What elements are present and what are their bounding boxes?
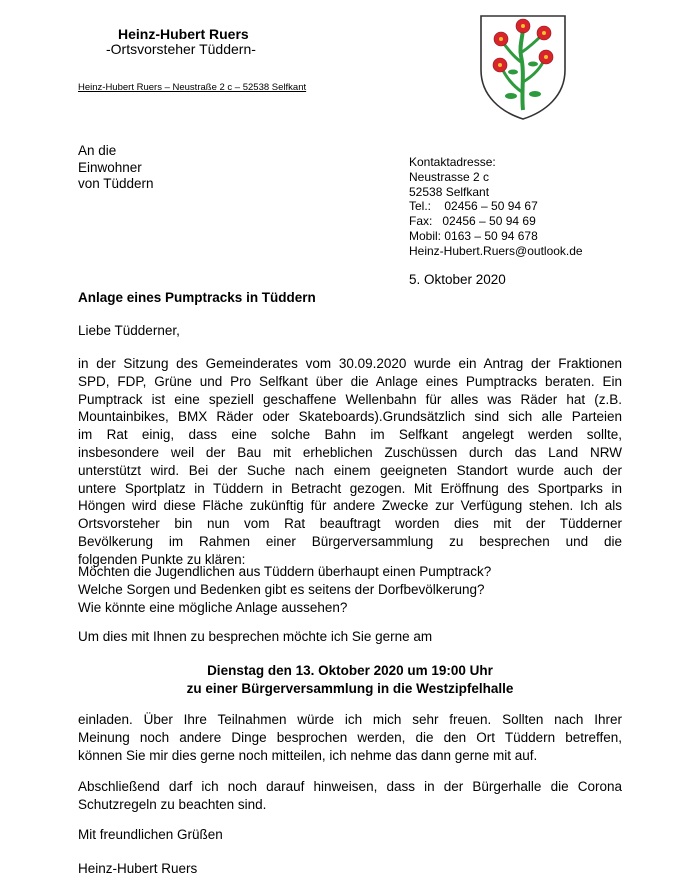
sender-title: -Ortsvorsteher Tüddern- xyxy=(106,41,256,57)
text-line: Abschließend darf ich noch darauf hinweisen, dass in der Bürgerhalle die Corona xyxy=(78,779,622,794)
text-line: insbesondere weil der Bau mit erheblichen Zuschüssen durch das Land NRW xyxy=(78,444,622,460)
contact-mobile: Mobil: 0163 – 50 94 678 xyxy=(409,228,538,243)
salutation: Liebe Tüdderner, xyxy=(78,323,180,338)
coat-of-arms-logo xyxy=(477,12,569,122)
text-line: einladen. Über Ihre Teilnahmen würde ich mich sehr freuen. Sollten nach Ihrer xyxy=(78,712,622,727)
paragraph-invitation xyxy=(78,628,622,646)
signature-name: Heinz-Hubert Ruers xyxy=(78,861,198,876)
text-line: Höngen wird diese Fläche zukünftig für andere Zwecke zur Verfügung stehen. Ich als xyxy=(78,498,622,514)
event-announcement xyxy=(78,662,622,698)
return-address-line: Heinz-Hubert Ruers – Neustraße 2 c – 52538 Selfkant xyxy=(78,82,307,93)
paragraph-followup xyxy=(78,711,622,764)
text-line: untere Sportplatz in Tüddern in Betracht gezogen. Mit Eröffnung des Sportparks in xyxy=(78,480,622,496)
contact-fax: Fax: 02456 – 50 94 69 xyxy=(409,214,536,229)
text-line: unterstützt wird. Bei der Suche nach einem geeigneten Standort wurde auch der xyxy=(78,462,622,478)
text-line: Bevölkerung im Rahmen einer Bürgerversammlung zu besprechen und die xyxy=(78,533,622,549)
text-line: im Rat einig, dass eine solche Bahn im Selfkant angelegt werden sollte, xyxy=(78,427,622,443)
text-line: SPD, FDP, Grüne und Pro Selfkant über die Anlage eines Pumptracks beraten. Ein xyxy=(78,373,622,389)
contact-email: Heinz-Hubert.Ruers@outlook.de xyxy=(409,243,583,258)
question-item: Möchten die Jugendlichen aus Tüddern überhaupt einen Pumptrack? xyxy=(78,564,492,579)
recipient-address xyxy=(78,143,154,193)
text-line: Meinung noch andere Dinge besprochen werden, die den Ort Tüddern betreffen, xyxy=(78,729,622,745)
text-line: Mountainbikes, BMX Räder oder Skateboards).Grundsätzlich sind sich alle Parteien xyxy=(78,409,622,425)
closing-phrase: Mit freundlichen Grüßen xyxy=(78,827,223,842)
recipient-line: von Tüddern xyxy=(78,176,154,191)
text-line: können Sie mir dies gerne noch mitteilen, ich nehme das dann gerne mit auf. xyxy=(78,747,538,763)
text-line: Pumptrack ist eine speziell geschaffene Wellenbahn für alles was Räder hat (z.B. xyxy=(78,391,622,407)
event-location: zu einer Bürgerversammlung in die Westzipfelhalle xyxy=(186,681,514,696)
recipient-line: An die xyxy=(78,143,117,158)
letter-date: 5. Oktober 2020 xyxy=(409,272,506,287)
text-line: Schutzregeln zu beachten sind. xyxy=(78,796,267,812)
question-item: Wie könnte eine mögliche Anlage aussehen? xyxy=(78,599,348,615)
contact-phone: Tel.: 02456 – 50 94 67 xyxy=(409,199,538,214)
contact-city: 52538 Selfkant xyxy=(409,184,490,199)
question-list xyxy=(78,563,622,616)
paragraph-intro xyxy=(78,355,622,569)
recipient-line: Einwohner xyxy=(78,159,142,175)
question-item: Welche Sorgen und Bedenken gibt es seitens der Dorfbevölkerung? xyxy=(78,581,485,597)
text-line: folgenden Punkte zu klären: xyxy=(78,551,246,567)
contact-block xyxy=(409,155,583,259)
letter-subject: Anlage eines Pumptracks in Tüddern xyxy=(78,290,316,305)
text-line: in der Sitzung des Gemeinderates vom 30.09.2020 wurde ein Antrag der Fraktionen xyxy=(78,356,622,371)
text-line: Um dies mit Ihnen zu besprechen möchte ich Sie gerne am xyxy=(78,629,433,644)
text-line: Ortsvorsteher bin nun vom Rat beauftragt worden dies mit der Tüdderner xyxy=(78,516,622,532)
sender-name: Heinz-Hubert Ruers xyxy=(118,26,249,42)
contact-heading: Kontaktadresse: xyxy=(409,155,496,169)
contact-street: Neustrasse 2 c xyxy=(409,169,490,184)
paragraph-corona-notice xyxy=(78,778,622,814)
event-datetime: Dienstag den 13. Oktober 2020 um 19:00 Uhr xyxy=(207,663,493,678)
